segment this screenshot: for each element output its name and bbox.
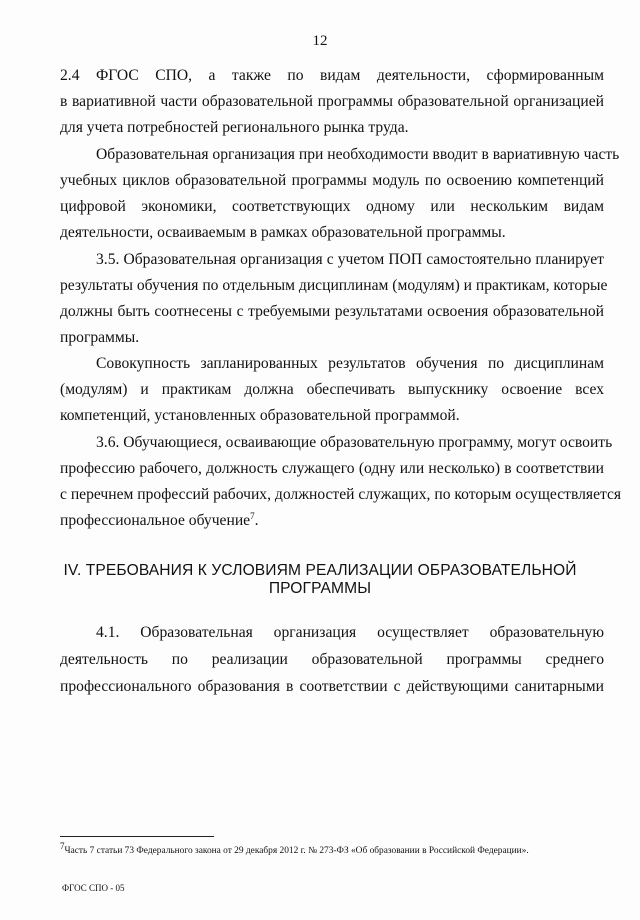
footnote xyxy=(60,840,620,857)
section-heading-line-2: ПРОГРАММЫ xyxy=(268,580,372,597)
text-line: цифровой экономики, соответствующих одному или нескольким видам xyxy=(60,198,604,215)
text-line: профессиональное обучение$^7$. xyxy=(60,510,259,529)
text-line: Образовательная организация при необходимости вводит в вариативную часть xyxy=(96,146,620,163)
text-line: в вариативной части образовательной программы образовательной организацией xyxy=(60,93,604,110)
text-line: профессию рабочего, должность служащего (одну или несколько) в соответствии xyxy=(60,460,604,477)
footnote-text: Часть 7 статьи 73 Федерального закона от 29 декабря 2012 г. № 273-ФЗ «Об образовании в Российской Федерации». xyxy=(64,846,529,856)
text-line-content: профессиональное обучение xyxy=(60,512,251,529)
text-line: учебных циклов образовательной программы модуль по освоению компетенций xyxy=(60,172,604,189)
text-line: профессионального образования в соответствии с действующими санитарными xyxy=(60,678,604,695)
text-line: 3.5. Образовательная организация с учетом ПОП самостоятельно планирует xyxy=(96,251,604,268)
text-line: деятельности, осваиваемым в рамках образовательной программы. xyxy=(60,224,506,241)
text-line: для учета потребностей регионального рынка труда. xyxy=(60,119,409,136)
text-line: деятельность по реализации образовательной программы среднего xyxy=(60,651,604,668)
text-line: 2.4 ФГОС СПО, а также по видам деятельности, сформированным xyxy=(60,67,604,84)
footnote-marker: 7 xyxy=(60,840,65,851)
footnote-reference: 7 xyxy=(250,510,255,521)
text-line: 3.6. Обучающиеся, осваивающие образовательную программу, могут освоить xyxy=(96,434,613,451)
document-footer: ФГОС СПО - 05 xyxy=(62,883,125,893)
text-line: должны быть соотнесены с требуемыми результатами освоения образовательной xyxy=(60,303,604,320)
text-line: компетенций, установленных образовательной программой. xyxy=(60,407,460,424)
text-line: программы. xyxy=(60,329,140,346)
text-line: с перечнем профессий рабочих, должностей служащих, по которым осуществляется xyxy=(60,486,622,503)
section-heading-line-1: IV. ТРЕБОВАНИЯ К УСЛОВИЯМ РЕАЛИЗАЦИИ ОБРАЗОВАТЕЛЬНОЙ xyxy=(63,562,577,579)
text-line: Совокупность запланированных результатов обучения по дисциплинам xyxy=(96,355,604,372)
text-line: 4.1. Образовательная организация осуществляет образовательную xyxy=(96,624,604,641)
footnote-separator xyxy=(60,836,214,837)
text-line: результаты обучения по отдельным дисциплинам (модулям) и практикам, которые xyxy=(60,277,608,294)
page-number: 12 xyxy=(312,33,328,49)
text-line: (модулям) и практикам должна обеспечивать выпускнику освоение всех xyxy=(60,381,604,398)
